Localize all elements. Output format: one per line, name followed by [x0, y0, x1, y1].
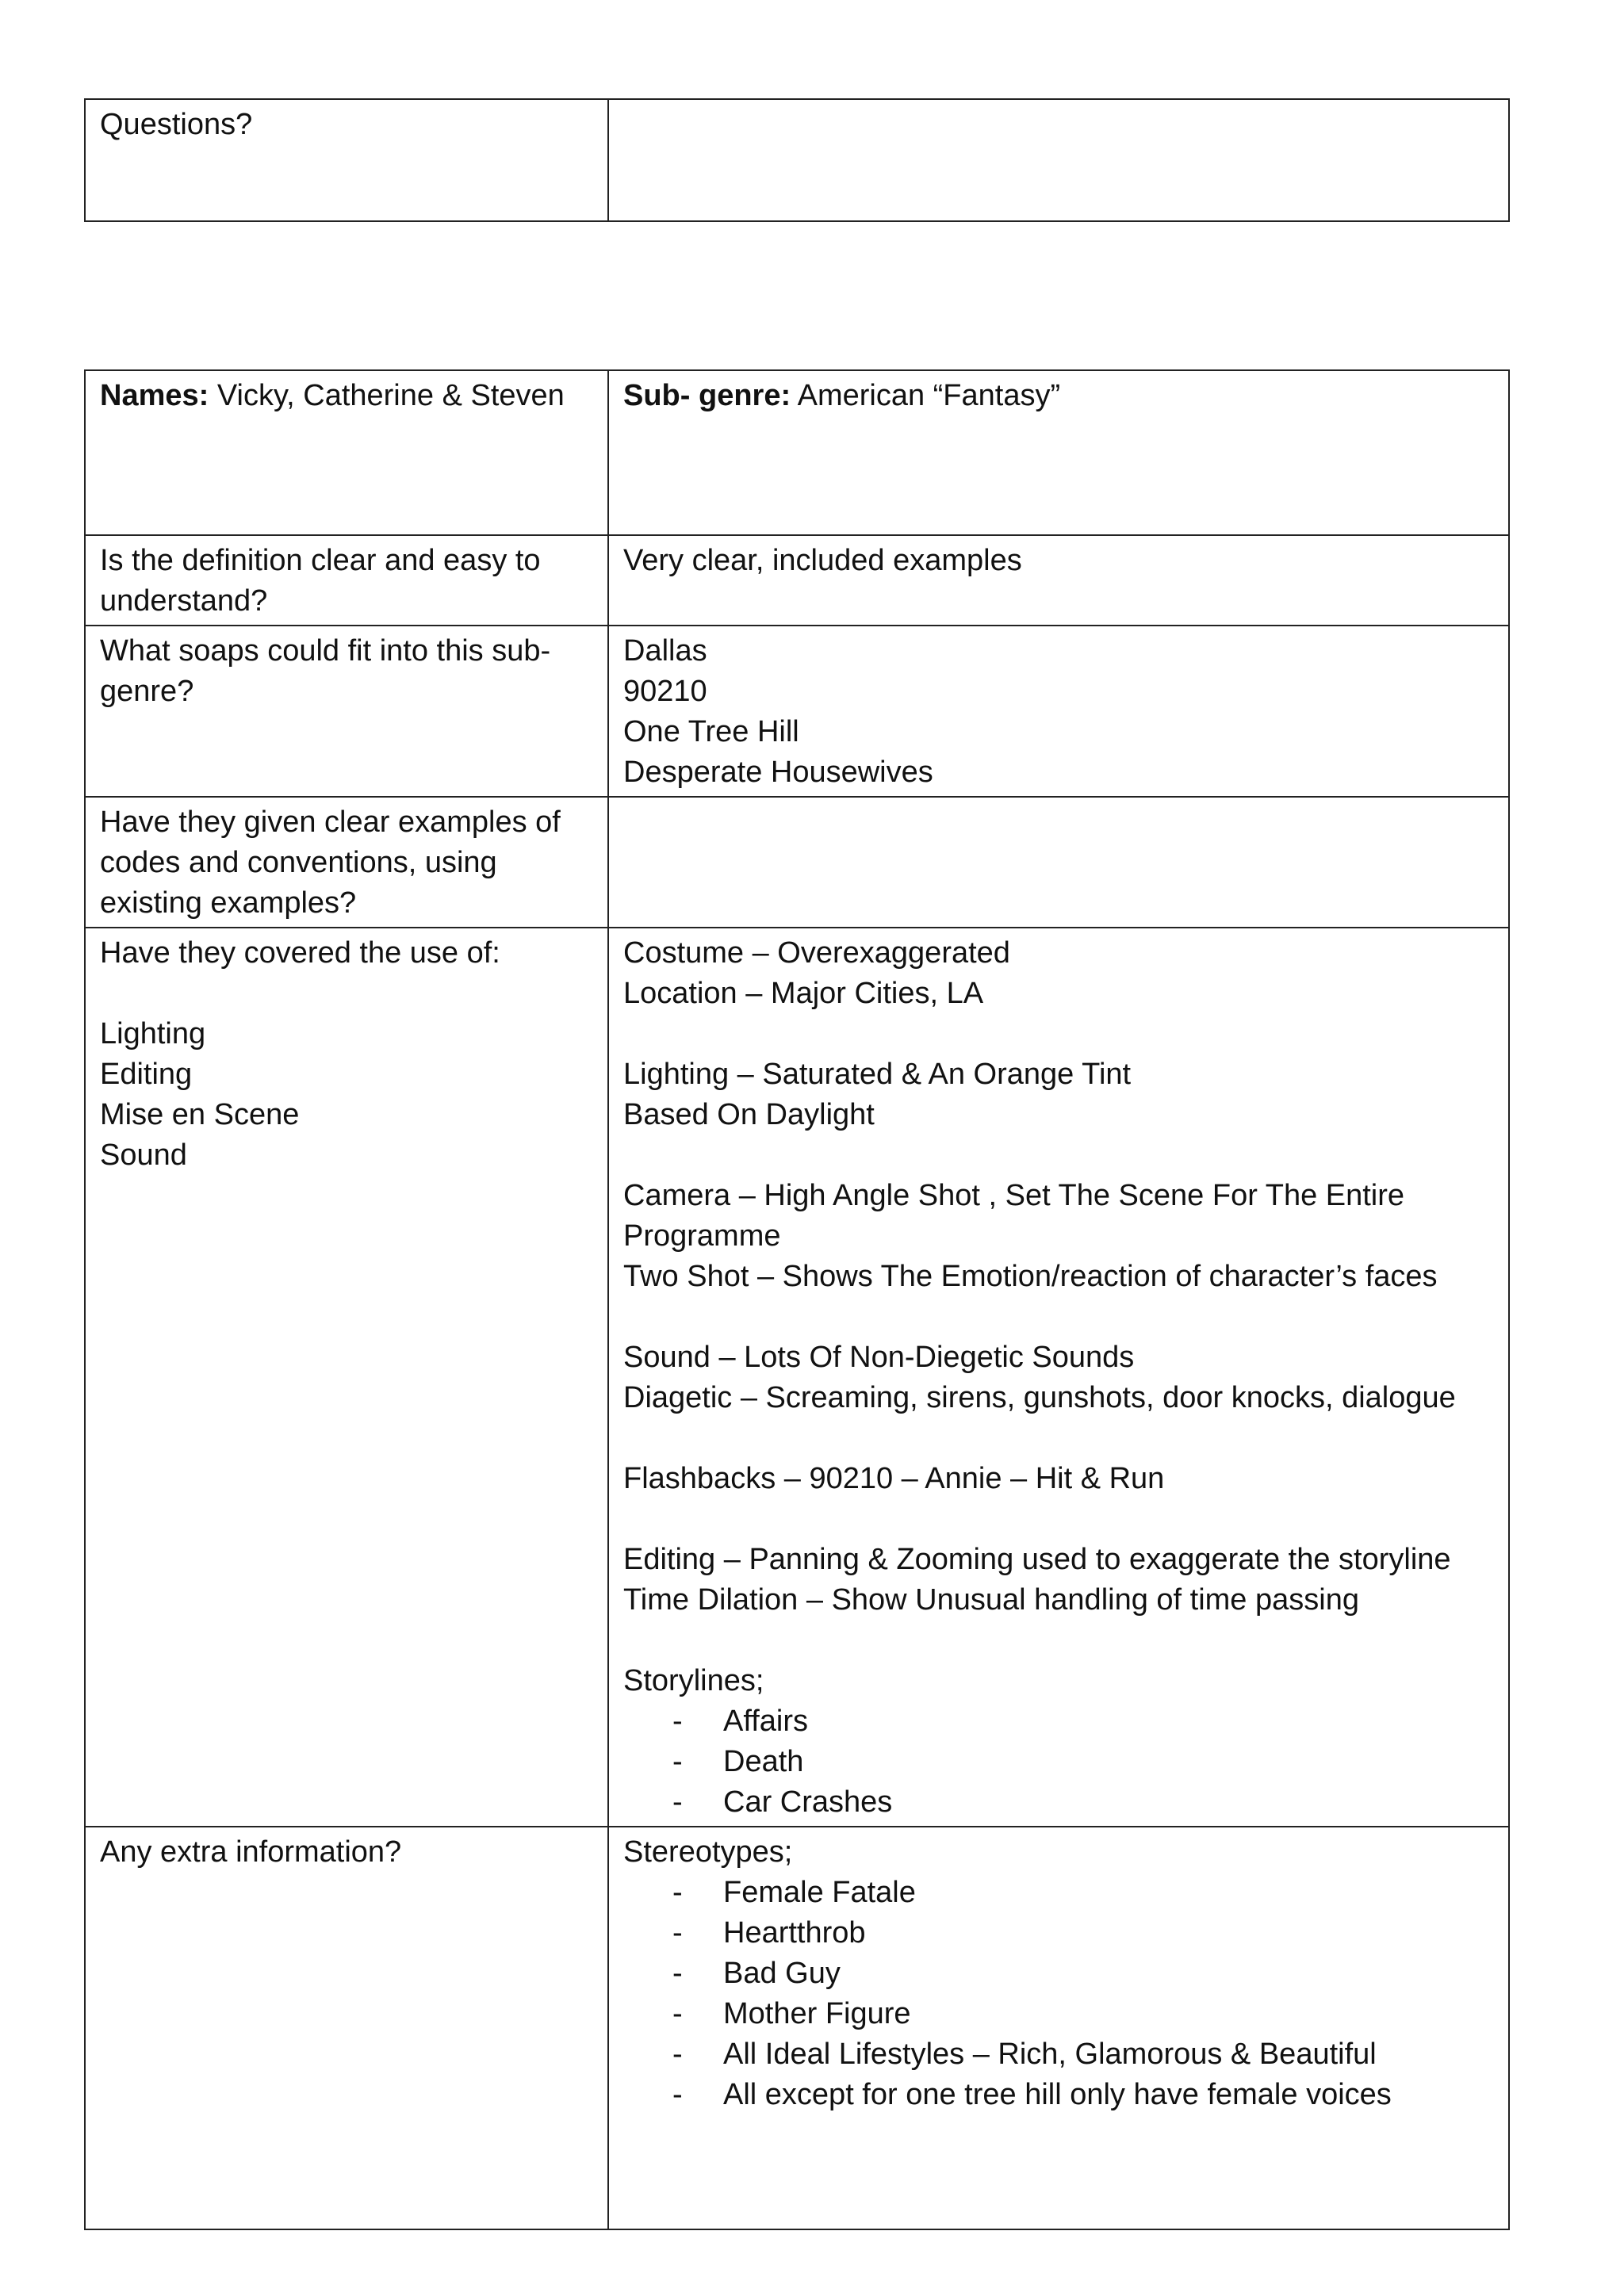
covered-row: [85, 928, 1509, 1827]
subgenre-cell: [608, 370, 1509, 535]
subgenre-value: American “Fantasy”: [797, 379, 1061, 412]
camera-note: Camera – High Angle Shot , Set The Scene For The Entire Programme: [623, 1179, 1413, 1253]
names-label: Names:: [100, 379, 209, 412]
storyline-item: - Affairs: [672, 1705, 809, 1738]
stereotype-item: - Mother Figure: [672, 1997, 911, 2030]
covered-question: Have they covered the use of:: [100, 936, 500, 970]
soaps-row: [85, 626, 1509, 797]
questions-answer: [608, 99, 1509, 221]
subgenre-label: Sub- genre:: [623, 379, 791, 412]
covered-question-cell: [85, 928, 608, 1827]
codes-answer: [608, 797, 1509, 928]
soap-item: Dallas: [623, 634, 707, 668]
flashbacks-note: Flashbacks – 90210 – Annie – Hit & Run: [623, 1462, 1165, 1495]
feedback-table: [84, 369, 1510, 2230]
stereotype-item: - Female Fatale: [672, 1876, 916, 1909]
editing-note: Editing – Panning & Zooming used to exaggerate the storyline: [623, 1543, 1451, 1576]
two-shot-note: Two Shot – Shows The Emotion/reaction of character’s faces: [623, 1260, 1438, 1293]
location-note: Location – Major Cities, LA: [623, 977, 984, 1010]
names-value: Vicky, Catherine & Steven: [216, 379, 565, 412]
codes-row: [85, 797, 1509, 928]
covered-item: Sound: [100, 1138, 187, 1172]
definition-answer: Very clear, included examples: [608, 535, 1509, 626]
questions-label: Questions?: [85, 99, 608, 221]
questions-row: [85, 99, 1509, 221]
stereotype-item: - Bad Guy: [672, 1957, 841, 1990]
storyline-item: - Death: [672, 1745, 804, 1778]
lifestyles-item: - All Ideal Lifestyles – Rich, Glamorous & Beautiful: [672, 2038, 1377, 2071]
questions-table: [84, 98, 1510, 222]
soaps-answer: [608, 626, 1509, 797]
definition-row: [85, 535, 1509, 626]
codes-question: Have they given clear examples of codes and conventions, using existing examples?: [85, 797, 608, 928]
storylines-label: Storylines;: [623, 1664, 764, 1697]
soap-item: 90210: [623, 675, 707, 708]
sound-note: Sound – Lots Of Non-Diegetic Sounds: [623, 1341, 1135, 1374]
daylight-note: Based On Daylight: [623, 1098, 875, 1131]
voices-item: - All except for one tree hill only have female voices: [672, 2078, 1392, 2111]
covered-item: Lighting: [100, 1017, 206, 1050]
soap-item: One Tree Hill: [623, 715, 799, 748]
stereotype-item: - Heartthrob: [672, 1916, 866, 1950]
covered-item: Mise en Scene: [100, 1098, 300, 1131]
covered-item: Editing: [100, 1058, 193, 1091]
costume-note: Costume – Overexaggerated: [623, 936, 1010, 970]
lighting-note: Lighting – Saturated & An Orange Tint: [623, 1058, 1132, 1091]
soap-item: Desperate Housewives: [623, 756, 933, 789]
header-row: [85, 370, 1509, 535]
soaps-question: What soaps could fit into this sub-genre?: [85, 626, 608, 797]
definition-question: Is the definition clear and easy to understand?: [85, 535, 608, 626]
diagetic-note: Diagetic – Screaming, sirens, gunshots, door knocks, dialogue: [623, 1381, 1456, 1414]
extra-row: [85, 1827, 1509, 2229]
extra-question: Any extra information?: [85, 1827, 608, 2229]
extra-answer-cell: [608, 1827, 1509, 2229]
storyline-item: - Car Crashes: [672, 1785, 893, 1819]
covered-answer-cell: [608, 928, 1509, 1827]
time-dilation-note: Time Dilation – Show Unusual handling of time passing: [623, 1583, 1359, 1617]
stereotypes-label: Stereotypes;: [623, 1835, 793, 1869]
names-cell: [85, 370, 608, 535]
